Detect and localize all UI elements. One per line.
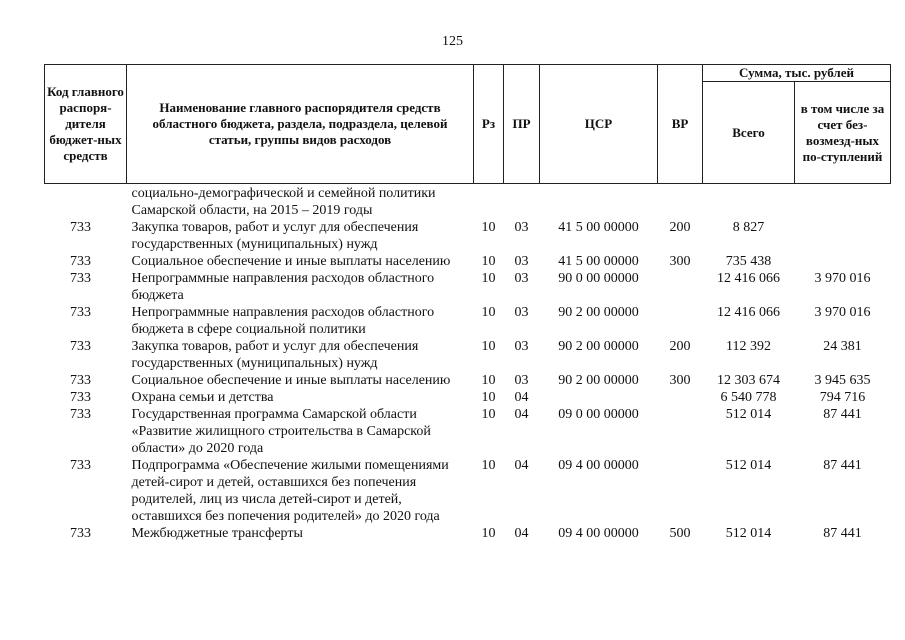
cell-name: Социальное обеспечение и иные выплаты населению	[131, 254, 451, 269]
cell-total: 512 014	[725, 407, 772, 422]
table-row	[45, 184, 891, 220]
cell-grants: 3 970 016	[814, 271, 871, 286]
cell-rz: 10	[481, 526, 496, 541]
cell-rz: 10	[481, 305, 496, 320]
cell-csr: 90 2 00 00000	[558, 305, 639, 320]
cell-pr: 04	[514, 458, 529, 473]
cell-total: 6 540 778	[720, 390, 777, 405]
cell-pr	[504, 184, 540, 220]
cell-total: 512 014	[725, 458, 772, 473]
cell-code	[45, 184, 127, 220]
cell-csr: 09 4 00 00000	[558, 458, 639, 473]
cell-rz: 10	[481, 254, 496, 269]
header-code: Код главного распоря-дителя бюджет-ных средств	[45, 65, 127, 184]
cell-pr: 03	[514, 373, 529, 388]
cell-grants	[795, 184, 891, 220]
cell-csr: 09 0 00 00000	[558, 407, 639, 422]
cell-code: 733	[70, 339, 91, 354]
cell-grants: 87 441	[823, 458, 862, 473]
cell-code: 733	[70, 373, 91, 388]
cell-code: 733	[70, 526, 91, 541]
cell-total: 12 303 674	[717, 373, 780, 388]
cell-name: Охрана семьи и детства	[131, 390, 274, 405]
budget-sheet	[44, 64, 890, 542]
cell-rz: 10	[481, 407, 496, 422]
table-row	[45, 525, 891, 542]
page-number: 125	[442, 34, 463, 49]
cell-rz	[474, 184, 504, 220]
cell-csr	[540, 389, 658, 406]
cell-csr: 41 5 00 00000	[558, 220, 639, 235]
cell-vr	[658, 184, 703, 220]
cell-name: Непрограммные направления расходов областного бюджета в сфере социальной политики	[131, 305, 435, 337]
cell-name: Межбюджетные трансферты	[131, 526, 303, 541]
table-header	[45, 65, 891, 184]
cell-pr: 04	[514, 526, 529, 541]
cell-total: 112 392	[726, 339, 771, 354]
cell-total: 12 416 066	[717, 305, 780, 320]
cell-code: 733	[70, 220, 91, 235]
cell-grants: 3 945 635	[814, 373, 871, 388]
table-row	[45, 270, 891, 304]
table-row	[45, 457, 891, 525]
cell-vr	[658, 304, 703, 338]
cell-pr: 04	[514, 390, 529, 405]
cell-csr: 90 2 00 00000	[558, 373, 639, 388]
cell-grants: 24 381	[823, 339, 862, 354]
cell-rz: 10	[481, 458, 496, 473]
table-row	[45, 338, 891, 372]
cell-name: Непрограммные направления расходов областного бюджета	[131, 271, 435, 303]
cell-grants	[795, 253, 891, 270]
cell-total: 12 416 066	[717, 271, 780, 286]
cell-vr: 200	[669, 339, 691, 354]
cell-grants: 794 716	[819, 390, 866, 405]
cell-code: 733	[70, 271, 91, 286]
cell-total: 512 014	[725, 526, 772, 541]
header-name: Наименование главного распорядителя средств областного бюджета, раздела, подраздела, целевой статьи, группы видов расходов	[127, 65, 474, 184]
table-row	[45, 372, 891, 389]
cell-rz: 10	[481, 339, 496, 354]
cell-name: Закупка товаров, работ и услуг для обеспечения государственных (муниципальных) нужд	[131, 220, 419, 252]
cell-csr: 90 2 00 00000	[558, 339, 639, 354]
cell-pr: 03	[514, 254, 529, 269]
header-csr: ЦСР	[540, 65, 658, 184]
cell-code: 733	[70, 390, 91, 405]
cell-total: 735 438	[725, 254, 772, 269]
cell-code: 733	[70, 305, 91, 320]
header-vr: ВР	[658, 65, 703, 184]
cell-rz: 10	[481, 271, 496, 286]
header-pr: ПР	[504, 65, 540, 184]
cell-grants	[795, 219, 891, 253]
cell-vr: 200	[669, 220, 691, 235]
cell-name: Подпрограмма «Обеспечение жилыми помещениями детей-сирот и детей, оставшихся без попечения родителей, лиц из числа детей-сирот и детей, оставшихся без попечения родителей» до 2020 года	[131, 458, 449, 524]
cell-vr: 300	[669, 254, 691, 269]
cell-pr: 03	[514, 271, 529, 286]
cell-name: Социальное обеспечение и иные выплаты населению	[131, 373, 451, 388]
cell-rz: 10	[481, 220, 496, 235]
cell-rz: 10	[481, 390, 496, 405]
cell-vr: 500	[669, 526, 691, 541]
table-row	[45, 406, 891, 457]
cell-code: 733	[70, 407, 91, 422]
cell-vr	[658, 270, 703, 304]
cell-csr: 09 4 00 00000	[558, 526, 639, 541]
cell-code: 733	[70, 254, 91, 269]
header-total: Всего	[703, 82, 795, 184]
table-row	[45, 304, 891, 338]
cell-pr: 03	[514, 339, 529, 354]
cell-pr: 03	[514, 305, 529, 320]
cell-pr: 04	[514, 407, 529, 422]
cell-csr	[540, 184, 658, 220]
cell-csr: 41 5 00 00000	[558, 254, 639, 269]
table-row	[45, 219, 891, 253]
budget-table	[44, 64, 891, 542]
cell-pr: 03	[514, 220, 529, 235]
cell-vr	[658, 457, 703, 525]
cell-name: Закупка товаров, работ и услуг для обеспечения государственных (муниципальных) нужд	[131, 339, 419, 371]
cell-code: 733	[70, 458, 91, 473]
table-row	[45, 389, 891, 406]
cell-total: 8 827	[732, 220, 765, 235]
cell-vr	[658, 389, 703, 406]
cell-rz: 10	[481, 373, 496, 388]
cell-vr	[658, 406, 703, 457]
cell-name: социально-демографической и семейной политики Самарской области, на 2015 – 2019 годы	[131, 186, 436, 218]
cell-grants: 3 970 016	[814, 305, 871, 320]
cell-vr: 300	[669, 373, 691, 388]
header-grants: в том числе за счет без-возмезд-ных по-ступлений	[795, 82, 891, 184]
cell-grants: 87 441	[823, 526, 862, 541]
header-rz: Рз	[474, 65, 504, 184]
cell-grants: 87 441	[823, 407, 862, 422]
cell-total	[703, 184, 795, 220]
header-sum-group: Сумма, тыс. рублей	[703, 65, 891, 82]
cell-csr: 90 0 00 00000	[558, 271, 639, 286]
table-row	[45, 253, 891, 270]
table-body	[45, 184, 891, 543]
cell-name: Государственная программа Самарской области «Развитие жилищного строительства в Самарской области» до 2020 года	[131, 407, 431, 456]
